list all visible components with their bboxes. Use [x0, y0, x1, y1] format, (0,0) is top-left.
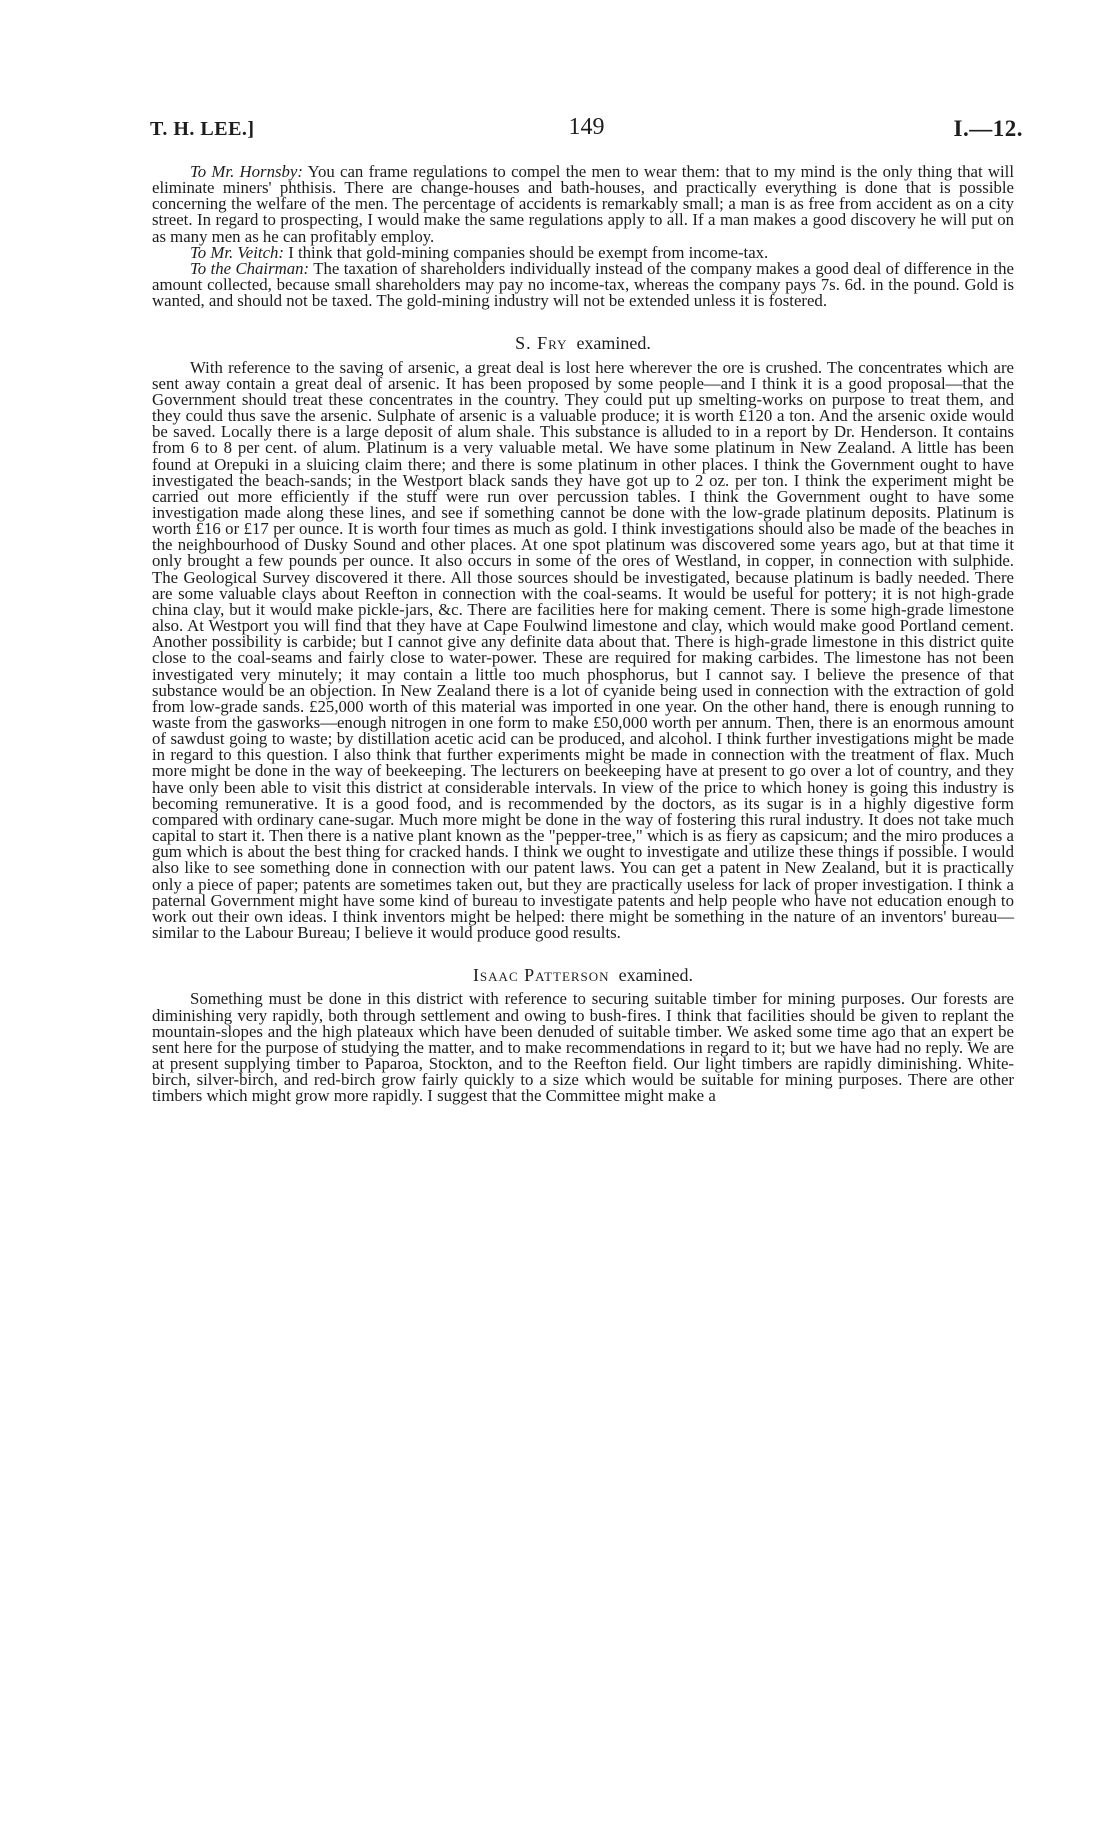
header-paper-ref: I.—12. [953, 116, 1023, 141]
page-header [150, 114, 1023, 144]
lee-answer-veitch: I think that gold-mining companies should be exempt from income-tax. [288, 242, 769, 262]
fry-testimony: With reference to the saving of arsenic, a great deal is lost here wherever the ore is crushed. The concentrates which are sent away contain a great deal of arsenic. It has been proposed by some people—and I think it is a good proposal—that the Government should treat these concentrates in the country. They could put up smelting-works on purpose to treat them, and they could thus save the arsenic. Sulphate of arsenic is a valuable produce; it is worth £120 a ton. And the arsenic oxide would be saved. Locally there is a large deposit of alum shale. This substance is alluded to in a report by Dr. Henderson. It contains from 6 to 8 per cent. of alum. Platinum is a very valuable metal. We have some platinum in New Zealand. A little has been found at Orepuki in a sluicing claim there; and there is some platinum in other places. I think the Government ought to have investigated the beach-sands; in the Westport black sands they have got up to 2 oz. per ton. I think the experiment might be carried out more efficiently if the stuff were run over percussion tables. I think the Government ought to have some investigation made along these lines, and see if something cannot be done with the low-grade platinum deposits. Platinum is worth £16 or £17 per ounce. It is worth four times as much as gold. I think investigations should also be made of the beaches in the neighbourhood of Dusky Sound and other places. At one spot platinum was discovered some years ago, but at that time it only brought a few pounds per ounce. It also occurs in some of the ores of Westland, in copper, in connection with sulphide. The Geological Survey discovered it there. All those sources should be investigated, because platinum is badly needed. There are some valuable clays about Reefton in connection with the coal-seams. It would be useful for pottery; it is not high-grade china clay, but it would make pickle-jars, &c. There are facilities here for making cement. There is some high-grade limestone also. At Westport you will find that they have at Cape Foulwind limestone and clay, which would make good Portland cement. Another possibility is carbide; but I cannot give any definite data about that. There is high-grade limestone in this district quite close to the coal-seams and fairly close to water-power. These are required for making carbides. The limestone has not been investigated very minutely; it may contain a little too much phosphorus, but I cannot say. I believe the presence of that substance would be an objection. In New Zealand there is a lot of cyanide being used in connection with the extraction of gold from low-grade sands. £25,000 worth of this material was imported in one year. On the other hand, there is enough running to waste from the gasworks—enough nitrogen in one form to make £50,000 worth per annum. Then, there is an enormous amount of sawdust going to waste; by distillation acetic acid can be produced, and alcohol. I think further investigations might be made in regard to this question. I also think that further experiments might be made in connection with the treatment of flax. Much more might be done in the way of beekeeping. The lecturers on beekeeping have at present to go over a lot of country, and they have only been able to visit this district at considerable intervals. In view of the price to which honey is going this industry is becoming remunerative. It is a good food, and is recommended by the doctors, as its sugar is in a highly digestive form compared with ordinary cane-sugar. Much more might be done in the way of fostering this rural industry. It does not take much capital to start it. Then there is a native plant known as the "pepper-tree," which is as fiery as capsicum; and the miro produces a gum which is about the best thing for cracked hands. I think we ought to investigate and utilize these things if possible. I would also like to see something done in connection with our patent laws. You can get a patent in New Zealand, but it is practically only a piece of paper; patents are sometimes taken out, but they are practically useless for lack of proper investigation. I think a paternal Government might have some kind of bureau to investigate patents and help people who have not education enough to work out their own ideas. I think inventors might be helped: there might be something in the nature of an inventors' bureau—similar to the Labour Bureau; I believe it would produce good results. [152, 357, 1014, 943]
patterson-heading-name: Isaac Patterson [472, 965, 610, 986]
lee-answer-chairman: The taxation of shareholders individually instead of the company makes a good deal of difference in the amount collected, because small shareholders may pay no income-tax, whereas the company pays 7s. 6d. in the pound. Gold is wanted, and should not be taxed. The gold-mining industry will not be extended unless it is fostered. [152, 258, 1015, 311]
patterson-heading [152, 965, 1014, 986]
fry-heading-suffix: examined. [576, 333, 651, 354]
addressee-veitch: To Mr. Veitch: [190, 242, 285, 262]
addressee-hornsby: To Mr. Hornsby: [190, 162, 303, 181]
page-number: 149 [568, 114, 605, 140]
header-witness: T. H. LEE.] [150, 118, 255, 140]
fry-heading [152, 333, 1014, 354]
patterson-testimony: Something must be done in this district with reference to securing suitable timber for mining purposes. Our forests are diminishing very rapidly, both through settlement and owing to bush-fires. I think that facilities should be given to replant the mountain-slopes and the high plateaux which have been denuded of suitable timber. We asked some time ago that an expert be sent here for the purpose of studying the matter, and to make recommendations in regard to it; but we have had no reply. We are at present supplying timber to Paparoa, Stockton, and to the Reefton field. Our light timbers are rapidly diminishing. White-birch, silver-birch, and red-birch grow fairly quickly to a size which would be suitable for mining purposes. There are other timbers which might grow more rapidly. I suggest that the Committee might make a [152, 989, 1014, 1106]
lee-answer-hornsby: You can frame regulations to compel the men to wear them: that to my mind is the only thing that will eliminate miners' phthisis. There are change-houses and bath-houses, and practically everything is done that is possible concerning the welfare of the men. The percentage of accidents is remarkably small; a man is as free from accident as on a city street. In regard to prospecting, I would make the same regulations apply to all. If a man makes a good discovery he will put on as many men as he can profitably employ. [152, 162, 1014, 246]
lee-paragraph-hornsby [152, 164, 1014, 245]
fry-heading-name: S. Fry [515, 333, 568, 354]
patterson-heading-suffix: examined. [618, 965, 694, 986]
addressee-chairman: To the Chairman: [190, 258, 310, 278]
lee-paragraph-chairman [152, 258, 1015, 311]
page-body [152, 164, 1014, 1104]
